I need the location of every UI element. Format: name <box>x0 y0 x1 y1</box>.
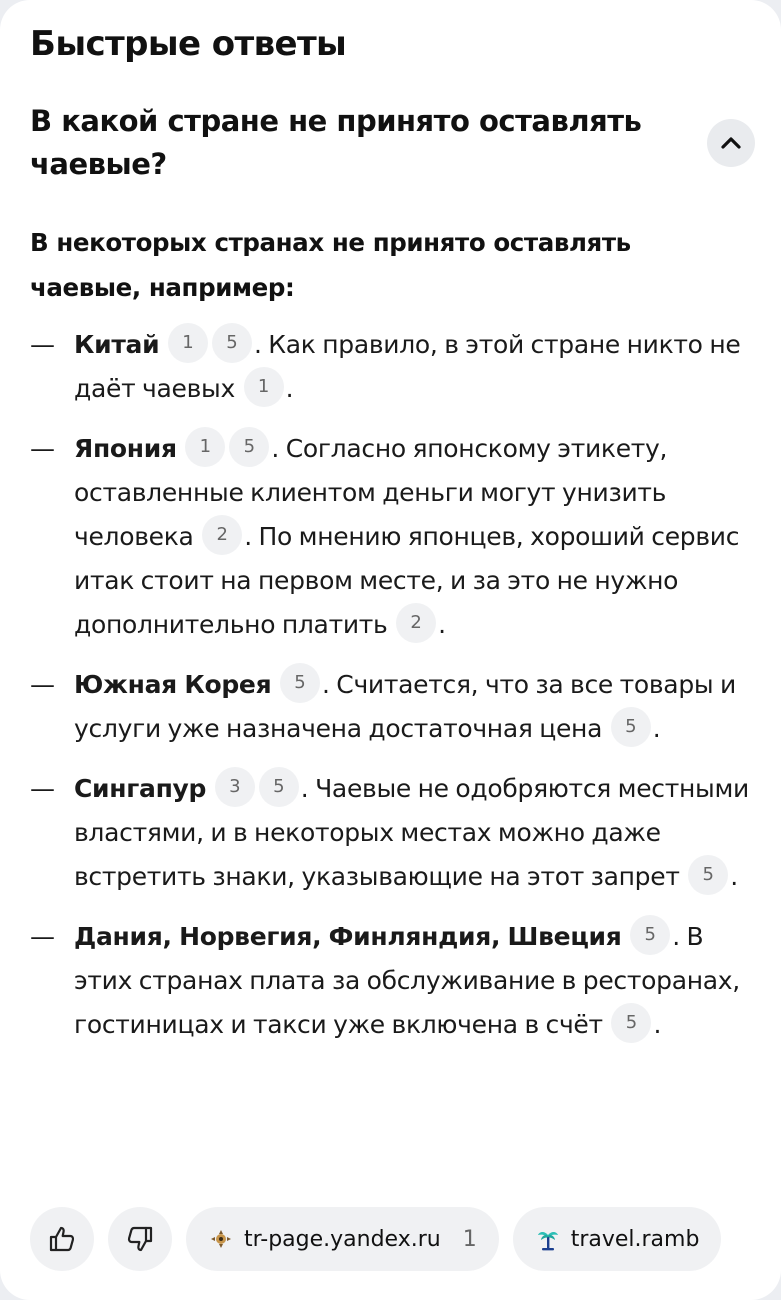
citation-ref[interactable]: 5 <box>611 1003 651 1043</box>
list-dash: — <box>30 774 55 803</box>
citation-ref[interactable]: 1 <box>168 323 208 363</box>
dislike-button[interactable] <box>108 1207 172 1271</box>
answer-text: . <box>438 610 446 639</box>
collapse-button[interactable] <box>707 119 755 167</box>
list-dash: — <box>30 670 55 699</box>
list-dash: — <box>30 330 55 359</box>
citation-ref[interactable]: 5 <box>630 915 670 955</box>
list-item <box>30 663 760 751</box>
list-dash: — <box>30 434 55 463</box>
answer-list <box>30 323 760 1063</box>
like-button[interactable] <box>30 1207 94 1271</box>
citation-ref[interactable]: 2 <box>396 603 436 643</box>
list-dash: — <box>30 922 55 951</box>
yandex-translate-favicon <box>208 1226 234 1252</box>
citation-ref[interactable]: 3 <box>215 767 255 807</box>
palm-tree-favicon <box>535 1226 561 1252</box>
thumbs-down-icon <box>124 1223 156 1255</box>
source-domain: travel.ramb <box>570 1226 700 1252</box>
answer-text: . Как правило, в этой стране никто не даёт чаевых <box>74 330 741 403</box>
citation-ref[interactable]: 1 <box>185 427 225 467</box>
citation-ref[interactable]: 1 <box>244 367 284 407</box>
question-title[interactable]: В какой стране не принято оставлять чаевые? <box>30 104 642 181</box>
country-name: Китай <box>74 330 160 359</box>
list-item <box>30 427 760 647</box>
citation-ref[interactable]: 5 <box>280 663 320 703</box>
list-item <box>30 915 760 1047</box>
citation-ref[interactable]: 5 <box>212 323 252 363</box>
answer-text: . Считается, что за все товары и услуги уже назначена достаточная цена <box>74 670 736 743</box>
country-name: Япония <box>74 434 177 463</box>
chevron-up-icon <box>720 136 742 150</box>
section-title: Быстрые ответы <box>30 24 347 64</box>
answer-text: . <box>653 1010 662 1039</box>
answer-text: . <box>285 374 294 403</box>
answer-text: . <box>652 714 661 743</box>
country-name: Южная Корея <box>74 670 272 699</box>
citation-ref[interactable]: 2 <box>202 515 242 555</box>
answer-footer <box>30 1207 781 1271</box>
answer-intro: В некоторых странах не принято оставлять чаевые, например: <box>30 228 631 302</box>
citation-ref[interactable]: 5 <box>688 855 728 895</box>
source-domain: tr-page.yandex.ru <box>244 1226 441 1252</box>
answer-text: . Чаевые не одобряются местными властями, и в некоторых местах можно даже встретить знаки, указывающие на этот запрет <box>74 774 749 891</box>
answer-text: . По мнению японцев, хороший сервис итак стоит на первом месте, и за это не нужно дополнительно платить <box>74 522 740 639</box>
answer-text: . В этих странах плата за обслуживание в ресторанах, гостиницах и такси уже включена в счёт <box>74 922 740 1039</box>
source-chip[interactable] <box>513 1207 722 1271</box>
citation-ref[interactable]: 5 <box>259 767 299 807</box>
country-name: Дания, Норвегия, Финляндия, Швеция <box>74 922 622 951</box>
citation-ref[interactable]: 5 <box>229 427 269 467</box>
thumbs-up-icon <box>46 1223 78 1255</box>
citation-ref[interactable]: 5 <box>611 707 651 747</box>
country-name: Сингапур <box>74 774 207 803</box>
list-item <box>30 767 760 899</box>
answer-text: . Согласно японскому этикету, оставленные клиентом деньги могут унизить человека <box>74 434 668 551</box>
source-count: 1 <box>462 1226 477 1252</box>
list-item <box>30 323 760 411</box>
answer-text: . <box>730 862 738 891</box>
source-chip[interactable] <box>186 1207 499 1271</box>
